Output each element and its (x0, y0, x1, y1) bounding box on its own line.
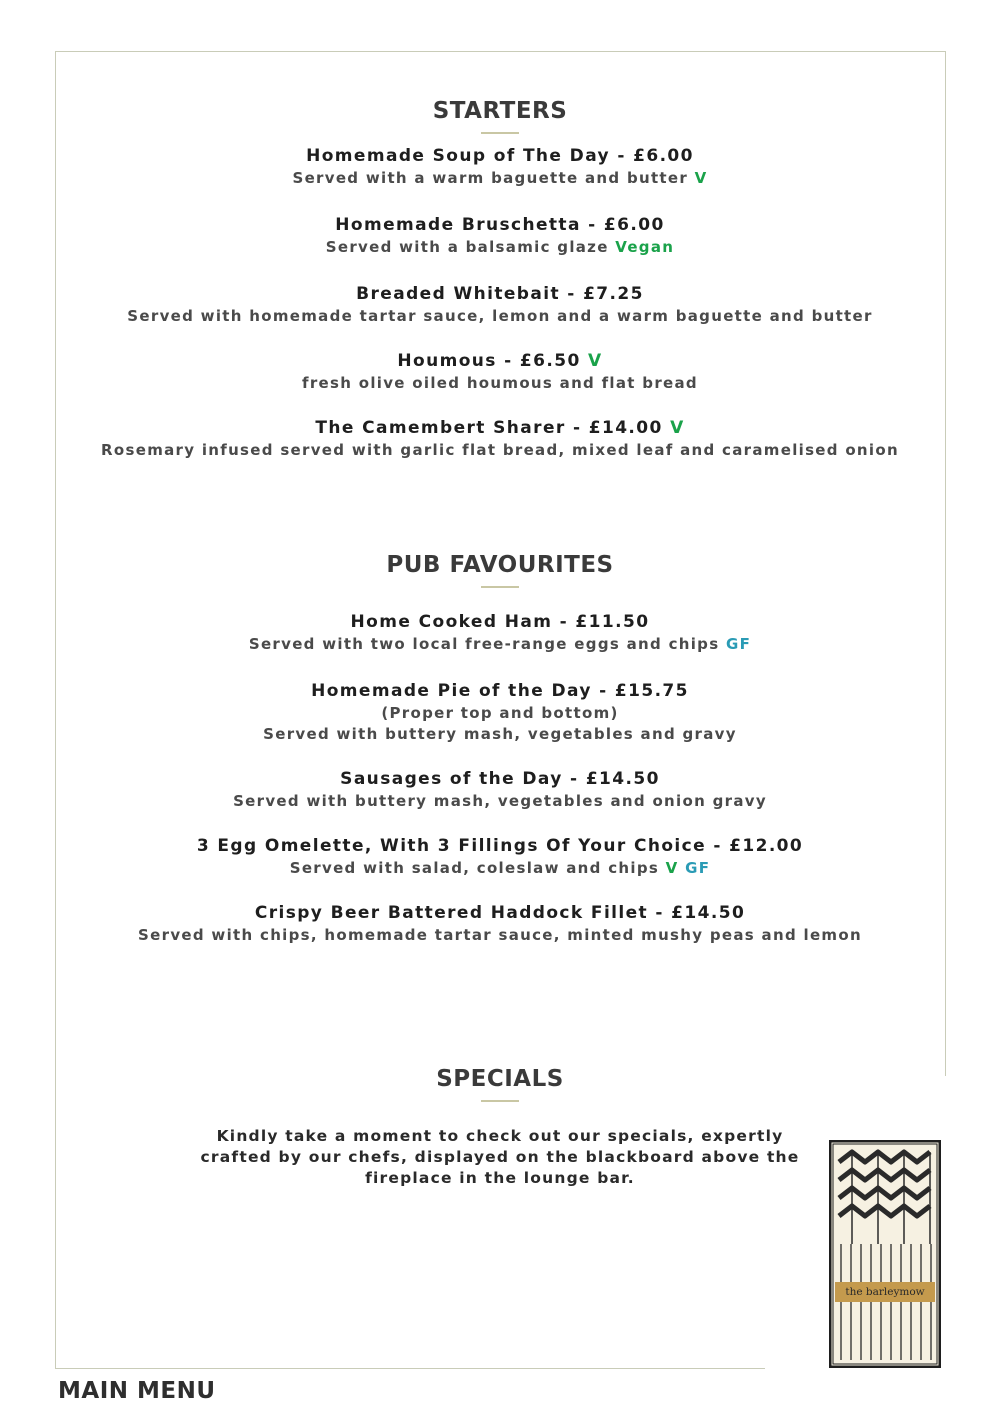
menu-item (100, 349, 900, 394)
vegan-tag: Vegan (615, 238, 675, 256)
vegetarian-tag: V (694, 169, 708, 187)
item-name: Houmous - £6.50 V (397, 351, 603, 371)
menu-item (100, 213, 900, 258)
vegetarian-tag: V (665, 859, 679, 877)
menu-item (100, 901, 900, 946)
gluten-free-tag: GF (685, 859, 711, 877)
item-name: Homemade Soup of The Day - £6.00 (306, 146, 694, 166)
specials-rule (481, 1100, 519, 1102)
starters-title: STARTERS (432, 98, 568, 124)
item-name: 3 Egg Omelette, With 3 Fillings Of Your Choice - £12.00 (196, 836, 804, 856)
item-desc: Served with homemade tartar sauce, lemon and a warm baguette and butter (127, 307, 873, 325)
menu-item (100, 834, 900, 879)
pub-favourites-title: PUB FAVOURITES (386, 552, 614, 578)
starters-rule (481, 132, 519, 134)
frame-right-border (945, 51, 946, 1076)
item-desc: Served with a balsamic glaze Vegan (325, 238, 675, 256)
item-desc: Rosemary infused served with garlic flat bread, mixed leaf and caramelised onion (101, 441, 899, 459)
item-name: Sausages of the Day - £14.50 (340, 769, 660, 789)
item-name: The Camembert Sharer - £14.00 V (315, 418, 685, 438)
vegetarian-tag: V (670, 418, 685, 438)
logo-text: the barleymow (845, 1286, 925, 1298)
frame-bottom-border (55, 1368, 765, 1369)
item-name: Homemade Bruschetta - £6.00 (335, 215, 665, 235)
item-name: Homemade Pie of the Day - £15.75 (311, 681, 689, 701)
menu-item (100, 767, 900, 812)
gluten-free-tag: GF (725, 635, 752, 653)
specials-title: SPECIALS (436, 1066, 564, 1092)
vegetarian-tag: V (588, 351, 603, 371)
item-desc: Served with buttery mash, vegetables and gravy (263, 725, 737, 743)
item-desc-note: (Proper top and bottom) (381, 704, 619, 722)
item-desc: Served with two local free-range eggs and chips GF (248, 635, 752, 653)
item-name: Home Cooked Ham - £11.50 (350, 612, 650, 632)
item-desc: Served with a warm baguette and butter V (292, 169, 708, 187)
frame-top-border (55, 51, 946, 52)
item-desc: fresh olive oiled houmous and flat bread (302, 374, 698, 392)
menu-item (100, 282, 900, 327)
item-desc: Served with chips, homemade tartar sauce, minted mushy peas and lemon (138, 926, 862, 944)
starters-section (100, 98, 900, 461)
item-desc: Served with buttery mash, vegetables and onion gravy (233, 792, 767, 810)
pub-favourites-rule (481, 586, 519, 588)
menu-item (100, 610, 900, 655)
menu-item (100, 679, 900, 745)
specials-text: Kindly take a moment to check out our specials, expertly crafted by our chefs, displayed on the blackboard above the fireplace in the lounge bar. (200, 1127, 800, 1187)
frame-left-border (55, 51, 56, 1369)
page-title: MAIN MENU (58, 1378, 216, 1404)
item-name: Crispy Beer Battered Haddock Fillet - £14.50 (254, 903, 746, 923)
specials-section (100, 1066, 900, 1189)
item-desc: Served with salad, coleslaw and chips V GF (289, 859, 711, 877)
menu-item (100, 144, 900, 189)
wheat-logo-icon (829, 1140, 941, 1368)
pub-favourites-section (100, 552, 900, 946)
menu-item (100, 416, 900, 461)
item-name: Breaded Whitebait - £7.25 (356, 284, 644, 304)
